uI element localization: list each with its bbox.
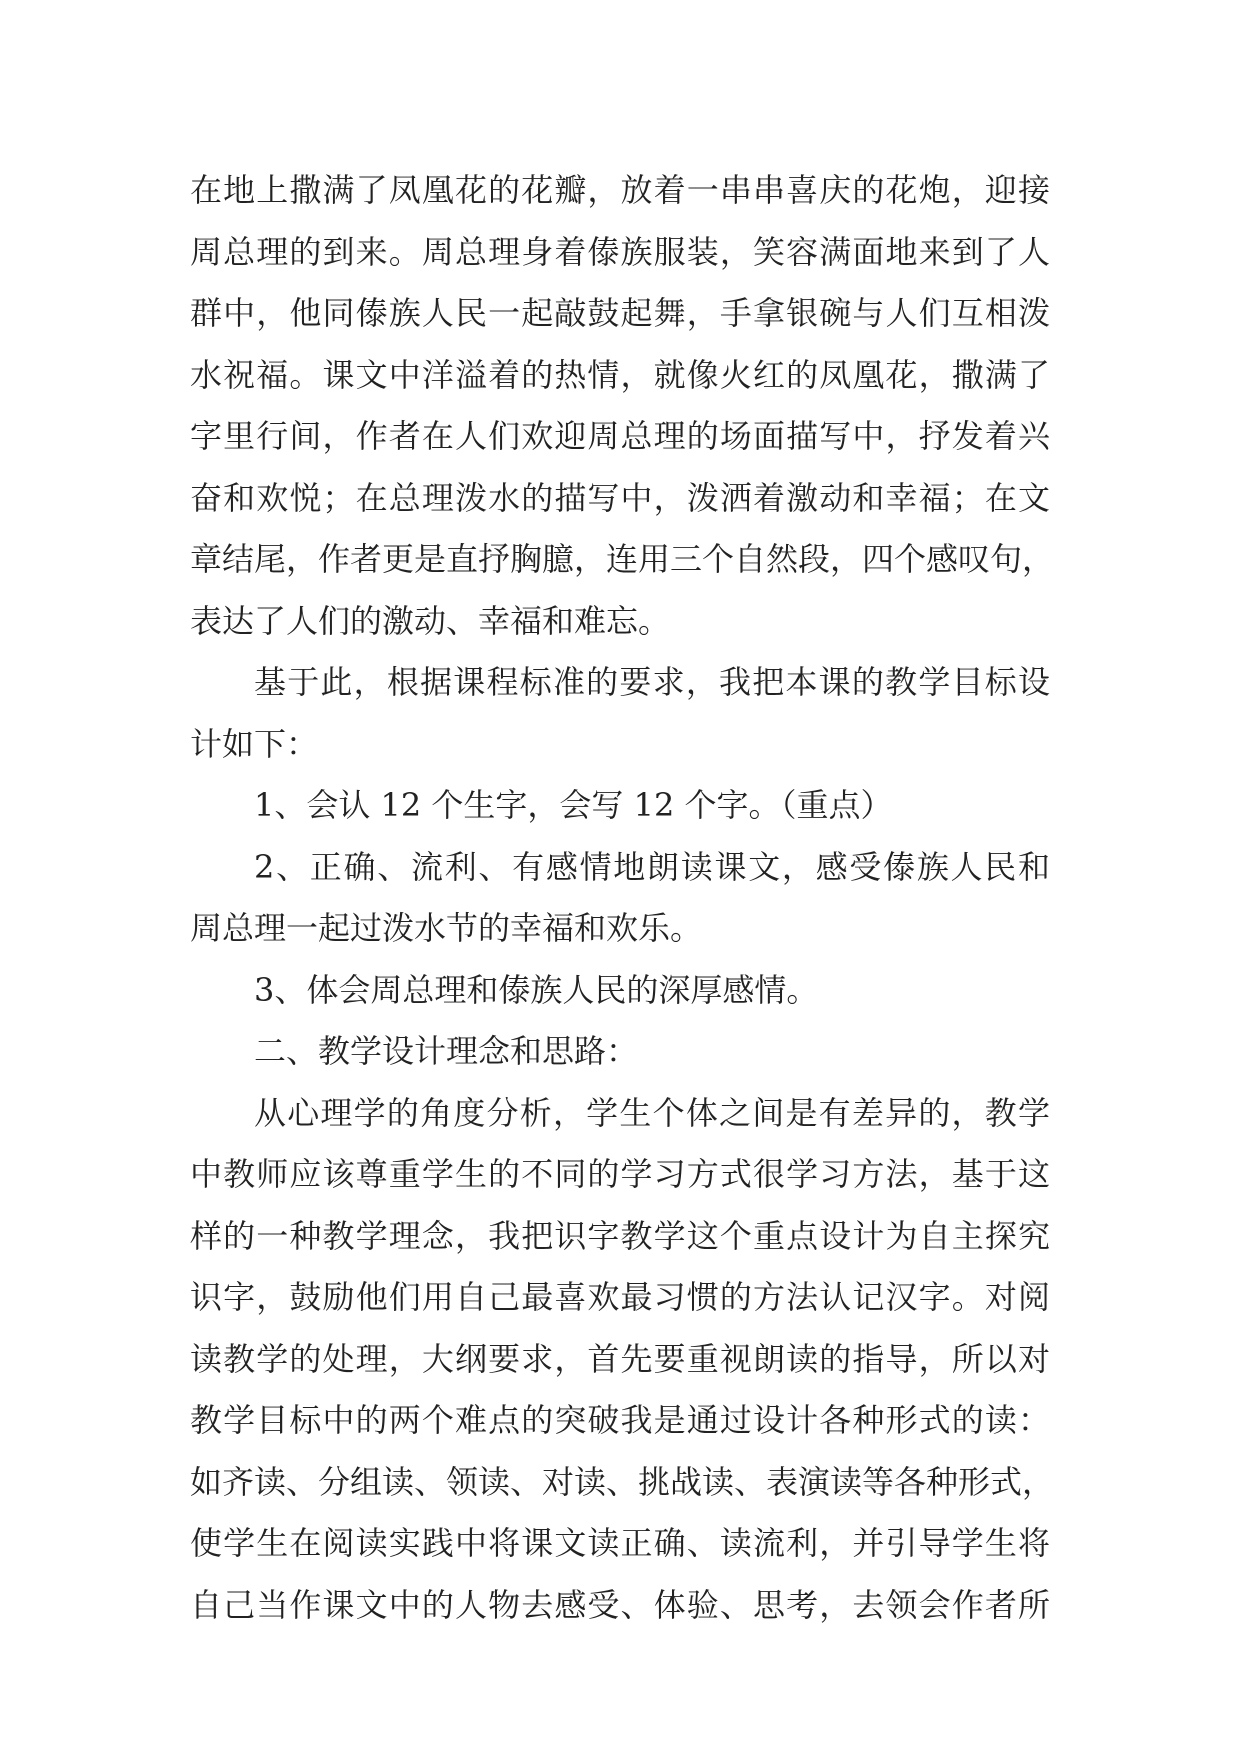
text-line: 章结尾，作者更是直抒胸臆，连用三个自然段，四个感叹句， bbox=[190, 540, 1055, 578]
text-line: 群中，他同傣族人民一起敲鼓起舞，手拿银碗与人们互相泼 bbox=[190, 294, 1050, 332]
text-line: 中教师应该尊重学生的不同的学习方式很学习方法，基于这 bbox=[190, 1155, 1050, 1193]
text-line: 使学生在阅读实践中将课文读正确、读流利，并引导学生将 bbox=[190, 1524, 1050, 1562]
text-line: 字里行间，作者在人们欢迎周总理的场面描写中，抒发着兴 bbox=[190, 417, 1050, 455]
text-line: 二、教学设计理念和思路： bbox=[254, 1032, 639, 1070]
text-line: 1、会认 12 个生字，会写 12 个字。（重点） bbox=[254, 786, 893, 824]
text-line: 周总理的到来。周总理身着傣族服装，笑容满面地来到了人 bbox=[190, 232, 1050, 271]
text-line: 奋和欢悦；在总理泼水的描写中，泼洒着激动和幸福；在文 bbox=[190, 478, 1050, 517]
text-line: 周总理一起过泼水节的幸福和欢乐。 bbox=[190, 909, 703, 947]
text-line: 样的一种教学理念，我把识字教学这个重点设计为自主探究 bbox=[190, 1216, 1050, 1255]
text-line: 从心理学的角度分析，学生个体之间是有差异的，教学 bbox=[254, 1093, 1050, 1132]
text-line: 计如下： bbox=[190, 724, 319, 763]
text-line: 2、正确、流利、有感情地朗读课文，感受傣族人民和 bbox=[254, 847, 1050, 886]
text-line: 3、体会周总理和傣族人民的深厚感情。 bbox=[254, 970, 819, 1009]
text-line: 水祝福。课文中洋溢着的热情，就像火红的凤凰花，撒满了 bbox=[190, 355, 1050, 394]
document-body bbox=[190, 160, 1055, 1636]
text-line: 自己当作课文中的人物去感受、体验、思考，去领会作者所 bbox=[190, 1585, 1050, 1624]
text-line: 识字，鼓励他们用自己最喜欢最习惯的方法认记汉字。对阅 bbox=[190, 1278, 1050, 1316]
text-line: 在地上撒满了凤凰花的花瓣，放着一串串喜庆的花炮，迎接 bbox=[190, 171, 1050, 209]
text-line: 教学目标中的两个难点的突破我是通过设计各种形式的读： bbox=[190, 1401, 1050, 1439]
text-line: 表达了人们的激动、幸福和难忘。 bbox=[190, 601, 671, 640]
text-line: 读教学的处理，大纲要求，首先要重视朗读的指导，所以对 bbox=[190, 1339, 1050, 1378]
text-line: 基于此，根据课程标准的要求，我把本课的教学目标设 bbox=[254, 663, 1050, 701]
text-line: 如齐读、分组读、领读、对读、挑战读、表演读等各种形式， bbox=[190, 1462, 1055, 1501]
